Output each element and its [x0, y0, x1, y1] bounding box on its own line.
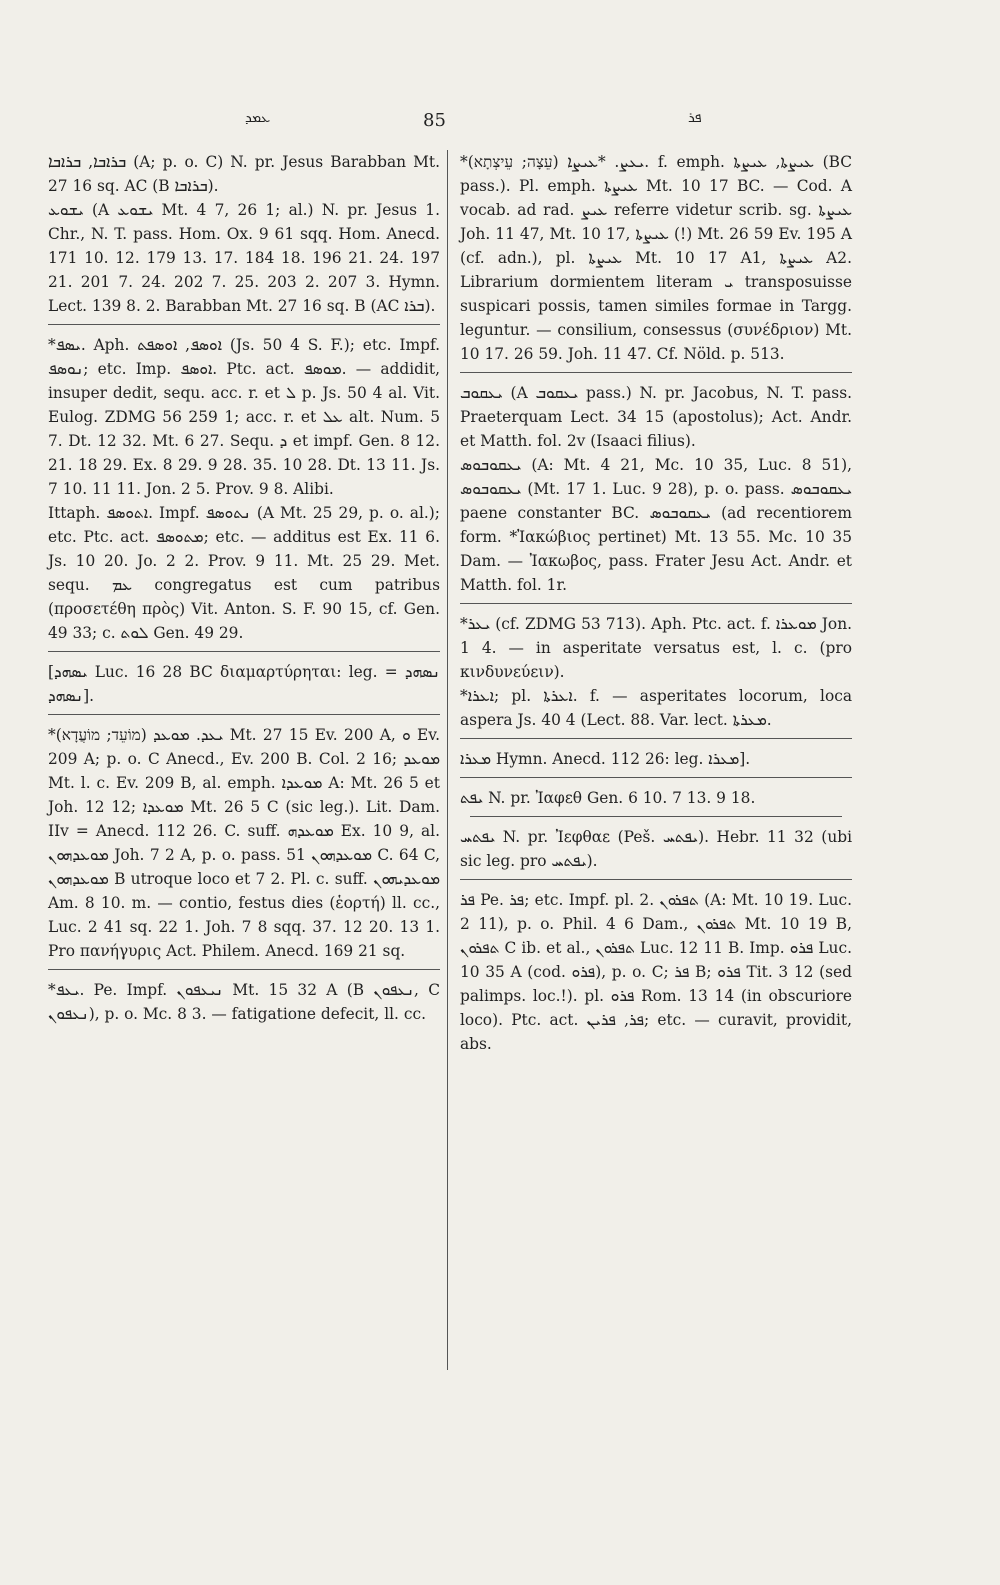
entry-note-luc: [ܝܣܗܕ Luc. 16 28 BC διαμαρτύρηται: leg. ܢܣܗܕ = ܢܣܗܕ].: [48, 663, 440, 705]
right-column: [460, 150, 852, 1056]
running-head-left-word: ܥܡܕ: [245, 110, 271, 126]
page-number: 85: [423, 110, 446, 131]
entry-yap: *ܝܥܦ. Pe. Impf. ܢܝܥܦܘܢ Mt. 15 32 A (B ܢܥܦܘܢ, C ܢܥܦܘܢ), p. o. Mc. 8 3. — fatigatione defecit, ll. cc.: [48, 981, 440, 1023]
entry-divider: [460, 777, 852, 778]
left-column: [48, 150, 440, 1026]
entry-divider: [48, 324, 440, 325]
entry-divider: [470, 816, 842, 817]
entry-asperitates: *ܐܥܪܐ; pl. ܐܥܪܬܐ. f. — asperitates locorum, loca aspera Js. 40 4 (Lect. 88. Var. lect. ܡܥܪܬܐ.: [460, 687, 853, 729]
entry-iakobios: ܝܥܩܘܒܘܣ (A: Mt. 4 21, Mc. 10 35, Luc. 8 51), ܝܥܩܘܒܘܣ (Mt. 17 1. Luc. 9 28), p. o. pass. ܝܥܩܘܒܘܣ paene constanter BC. ܝܥܩܘܒܘܣ (ad recentiorem form. *Ἰακώβιος pertinet) Mt. 13 55. Mc. 10 35 Dam. — Ἰακωβος, pass. Frater Jesu Act. Andr. et Matth. fol. 1r.: [460, 456, 853, 594]
running-head: [0, 110, 1000, 140]
entry-barabban: ܒܪܐܒܐ, ܒܪܐܒܐ (A; p. o. C) N. pr. Jesus Barabban Mt. 27 16 sq. AC (B ܒܪܐܒܐ).: [48, 153, 440, 195]
entry-yad: *ܝܥܕ. ܡܘܥܕ (מוֹעֵד; מוֹעֲדָא) Mt. 27 15 Ev. 200 A, ܘ Ev. 209 A; p. o. C Anecd., Ev. 200 B. Col. 2 16; ܡܘܥܕ Mt. l. c. Ev. 209 B, al. emph. ܡܘܥܕܐ A: Mt. 26 5 et Joh. 12 12; ܡܘܥܕܐ Mt. 26 5 C (sic leg.). Lit. Dam. IIv = Anecd. 112 26. C. suff. ܡܘܥܕܗ Ex. 10 9, al. ܡܘܥܕܗܘܢ Joh. 7 2 A, p. o. pass. ܡܘܥܕܗܘܢ 51 C. 64 C, ܡܘܥܕܗܘܢ B utroque loco et 7 2. Pl. c. suff. ܡܘܥܕܝܗܘܢ Am. 8 10. m. — contio, festus dies (ἑορτή) ll. cc., Luc. 2 41 sq. 22 1. Joh. 7 8 sqq. 37. 12 20. 13 1. Pro πανήγυρις Act. Philem. Anecd. 169 21 sq.: [48, 726, 441, 960]
entry-ittaph: Ittaph. ܐܬܘܣܦ. Impf. ܢܬܘܣܦ (A Mt. 25 29, p. o. al.); etc. Ptc. act. ܡܬܘܣܦ; etc. — additus est Ex. 11 6. Js. 10 20. Jo. 2 2. Prov. 9 11. Mt. 25 29. Met. sequ. ܥܡ congregatus est cum patribus (προσετέθη πρὸς) Vit. Anton. S. F. 90 15, cf. Gen. 49 33; c. ܠܘܬ Gen. 49 29.: [48, 504, 440, 642]
entry-divider: [48, 714, 440, 715]
entry-divider: [48, 969, 440, 970]
entry-yar: *ܝܥܪ (cf. ZDMG 53 713). Aph. Ptc. act. f. ܡܘܥܪܐ Jon. 1 4. — in asperitate versatus est, l. c. (pro κινδυνεύειν).: [460, 615, 852, 681]
entry-divider: [460, 879, 852, 880]
entry-divider: [48, 651, 440, 652]
entry-jacobus: ܝܥܩܘܒ (A ܝܥܩܘܒ pass.) N. pr. Jacobus, N. T. pass. Praeterquam Lect. 34 15 (apostolus); Act. Andr. et Matth. fol. 2v (Isaaci filius).: [460, 384, 852, 450]
entry-divider: [460, 372, 852, 373]
entry-divider: [460, 603, 852, 604]
entry-jephthae: ܝܦܬܚ N. pr. Ἰεφθαε (Peš. ܝܦܬܚ). Hebr. 11 32 (ubi sic leg. pro ܝܦܬܚ).: [460, 828, 853, 870]
entry-note-hymn: ܡܥܪܐ Hymn. Anecd. 112 26: leg. ܡܥܪܐ].: [460, 750, 751, 768]
entry-japheth: ܝܦܬ N. pr. Ἰαφεθ Gen. 6 10. 7 13. 9 18.: [460, 789, 756, 807]
entry-yas: *ܝܥܨ. *ܥܝܨܐ (עֵצָה; עֵיצְתָא). f. emph. ܥܝܨܬܐ, ܥܝܨܬܐ (BC pass.). Pl. emph. ܥܝܨܬܐ Mt. 10 17 BC. — Cod. A vocab. ad rad. ܥܝܨ referre videtur scrib. sg. ܥܝܨܬܐ Joh. 11 47, Mt. 10 17, ܥܝܨܬܐ (!) Mt. 26 59 Ev. 195 A (cf. adn.), pl. ܥܝܨܬܐ Mt. 10 17 A1, ܥܝܨܬܐ A2. Librarium dormientem literam ܝ transposuisse suspicari possis, tamen similes formae in Targg. leguntur. — consilium, consessus (συνέδριον) Mt. 10 17. 26 59. Joh. 11 47. Cf. Nöld. p. 513.: [460, 153, 853, 363]
entry-par: ܦܪ Pe. ܦܪ; etc. Impf. pl. 2. ܬܦܪܘܢ (A: Mt. 10 19. Luc. 2 11), p. o. Phil. 4 6 Dam., ܬܦܪܘܢ Mt. 10 19 B, ܬܦܪܘܢ C ib. et al., ܬܦܪܘܢ Luc. 12 11 B. Imp. ܦܪܘ Luc. 10 35 A (cod. ܦܪܘ), p. o. C; ܦܪ B; ܦܪܘ Tit. 3 12 (sed palimps. loc.!). pl. ܦܪܘ Rom. 13 14 (in obscuriore loco). Ptc. act. ܦܪ, ܦܪܝܢ; etc. — curavit, providit, abs.: [460, 891, 853, 1053]
entry-divider: [460, 738, 852, 739]
entry-jesus: ܝܫܘܥ (A ܝܫܘܥ Mt. 4 7, 26 1; al.) N. pr. Jesus 1. Chr., N. T. pass. Hom. Ox. 9 61 sqq. Hom. Anecd. 171 10. 12. 179 13. 17. 184 18. 196 21. 24. 197 21. 201 7. 24. 202 7. 25. 203 2. 207 3. Hymn. Lect. 139 8. 2. Barabban Mt. 27 16 sq. B (AC ܒܪܐ).: [48, 201, 440, 315]
entry-ysp: *ܝܣܦ. Aph. ܐܘܣܦ, ܐܘܣܦܬ (Js. 50 4 S. F.); etc. Impf. ܢܘܣܦ; etc. Imp. ܐܘܣܦ. Ptc. act. ܡܘܣܦ. — addidit, insuper dedit, sequ. acc. r. et ܠ p. Js. 50 4 al. Vit. Eulog. ZDMG 56 259 1; acc. r. et ܥܠ alt. Num. 5 7. Dt. 12 32. Mt. 6 27. Sequ. ܕ et impf. Gen. 8 12. 21. 18 29. Ex. 8 29. 9 28. 35. 10 28. Dt. 13 11. Js. 7 10. 11 11. Jon. 2 5. Prov. 9 8. Alibi.: [48, 336, 440, 498]
running-head-right-word: ܦܪ: [688, 110, 702, 126]
column-divider: [447, 150, 448, 1370]
